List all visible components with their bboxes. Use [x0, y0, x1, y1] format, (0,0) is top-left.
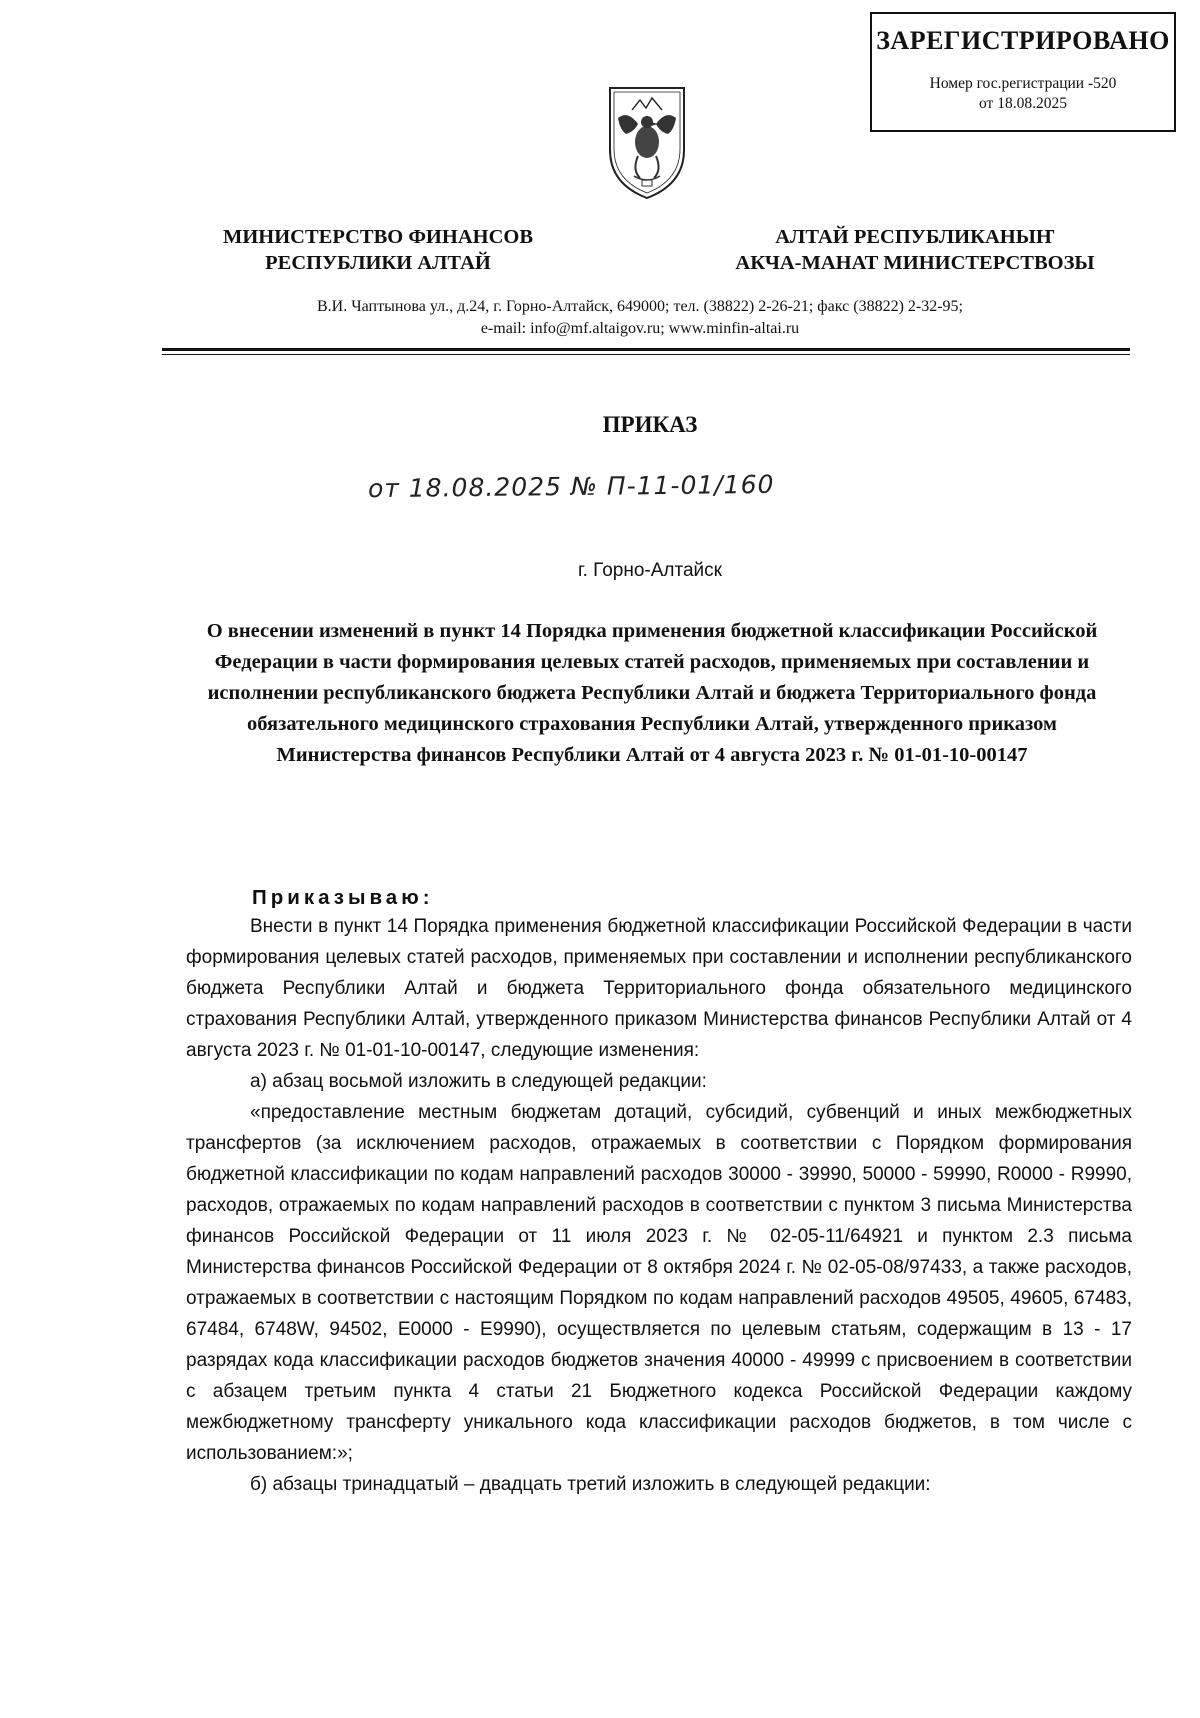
- body-paragraph: «предоставление местным бюджетам дотаций, субсидий, субвенций и иных межбюджетных трансфертов (за исключением расходов, отражаемых в соответствии с Порядком формирования бюджетной классификации по кодам направлений расходов 30000 - 39990, 50000 - 59990, R0000 - R9990, расходов, отражаемых по кодам направлений расходов в соответствии с пунктом 3 письма Министерства финансов Российской Федерации от 11 июля 2023 г. № 02-05-11/64921 и пунктом 2.3 письма Министерства финансов Российской Федерации от 8 октября 2024 г. № 02-05-08/97433, а также расходов, отражаемых в соответствии с настоящим Порядком по кодам направлений расходов 49505, 49605, 67483, 67484, 6748W, 94502, E0000 - E9990), осуществляется по целевым статьям, содержащим в 13 - 17 разрядах кода классификации расходов бюджетов значения 40000 - 49999 с присвоением в соответствии с абзацем третьим пункта 4 статьи 21 Бюджетного кодекса Российской Федерации каждому межбюджетному трансферту уникального кода классификации расходов бюджетов, в том числе с использованием:»;: [186, 1102, 1132, 1464]
- handwritten-order-number: от 18.08.2025 № П-11-01/160: [367, 469, 775, 504]
- stamp-title: ЗАРЕГИСТРИРОВАНО: [876, 26, 1170, 55]
- order-subject: О внесении изменений в пункт 14 Порядка применения бюджетной классификации Российской Федерации в части формирования целевых статей расходов, применяемых при составлении и исполнении республиканского бюджета Республики Алтай и бюджета Территориального фонда обязательного медицинского страхования Республики Алтай, утвержденного приказом Министерства финансов Республики Алтай от 4 августа 2023 г. № 01-01-10-00147: [206, 620, 1098, 766]
- body-paragraph: Внести в пункт 14 Порядка применения бюджетной классификации Российской Федерации в части формирования целевых статей расходов, применяемых при составлении и исполнении республиканского бюджета Республики Алтай и бюджета Территориального фонда обязательного медицинского страхования Республики Алтай, утвержденного приказом Министерства финансов Республики Алтай от 4 августа 2023 г. № 01-01-10-00147, следующие изменения:: [186, 916, 1132, 1061]
- altai-republic-coat-of-arms-icon: [604, 80, 690, 202]
- place-of-issue: г. Горно-Алтайск: [578, 560, 722, 581]
- ministry-name-altai: [700, 224, 1130, 276]
- header-divider: [162, 348, 1130, 351]
- body-paragraph: б) абзацы тринадцатый – двадцать третий изложить в следующей редакции:: [250, 1474, 931, 1495]
- registration-stamp: [870, 12, 1176, 132]
- email-and-website: e-mail: info@mf.altaigov.ru; www.minfin-altai.ru: [480, 320, 800, 337]
- stamp-reg-number: Номер гос.регистрации -520: [929, 75, 1117, 92]
- ministry-name-line: МИНИСТЕРСТВО ФИНАНСОВ: [222, 226, 533, 248]
- ministry-name-line: РЕСПУБЛИКИ АЛТАЙ: [265, 252, 491, 274]
- contact-info: [150, 296, 1130, 340]
- header-divider-thin: [162, 354, 1130, 355]
- order-directive-word: Приказываю:: [252, 886, 434, 909]
- body-paragraph: а) абзац восьмой изложить в следующей редакции:: [250, 1071, 707, 1092]
- postal-address: В.И. Чаптынова ул., д.24, г. Горно-Алтайск, 649000; тел. (38822) 2-26-21; факс (38822) 2-32-95;: [317, 298, 963, 315]
- ministry-name-russian: [198, 224, 558, 276]
- document-title: ПРИКАЗ: [602, 412, 698, 437]
- ministry-name-line: АКЧА-МАНАТ МИНИСТЕРСТВОЗЫ: [735, 252, 1095, 274]
- order-body: [186, 911, 1132, 1500]
- stamp-reg-date: от 18.08.2025: [979, 95, 1067, 112]
- ministry-name-line: АЛТАЙ РЕСПУБЛИКАНЫҤ: [775, 226, 1055, 248]
